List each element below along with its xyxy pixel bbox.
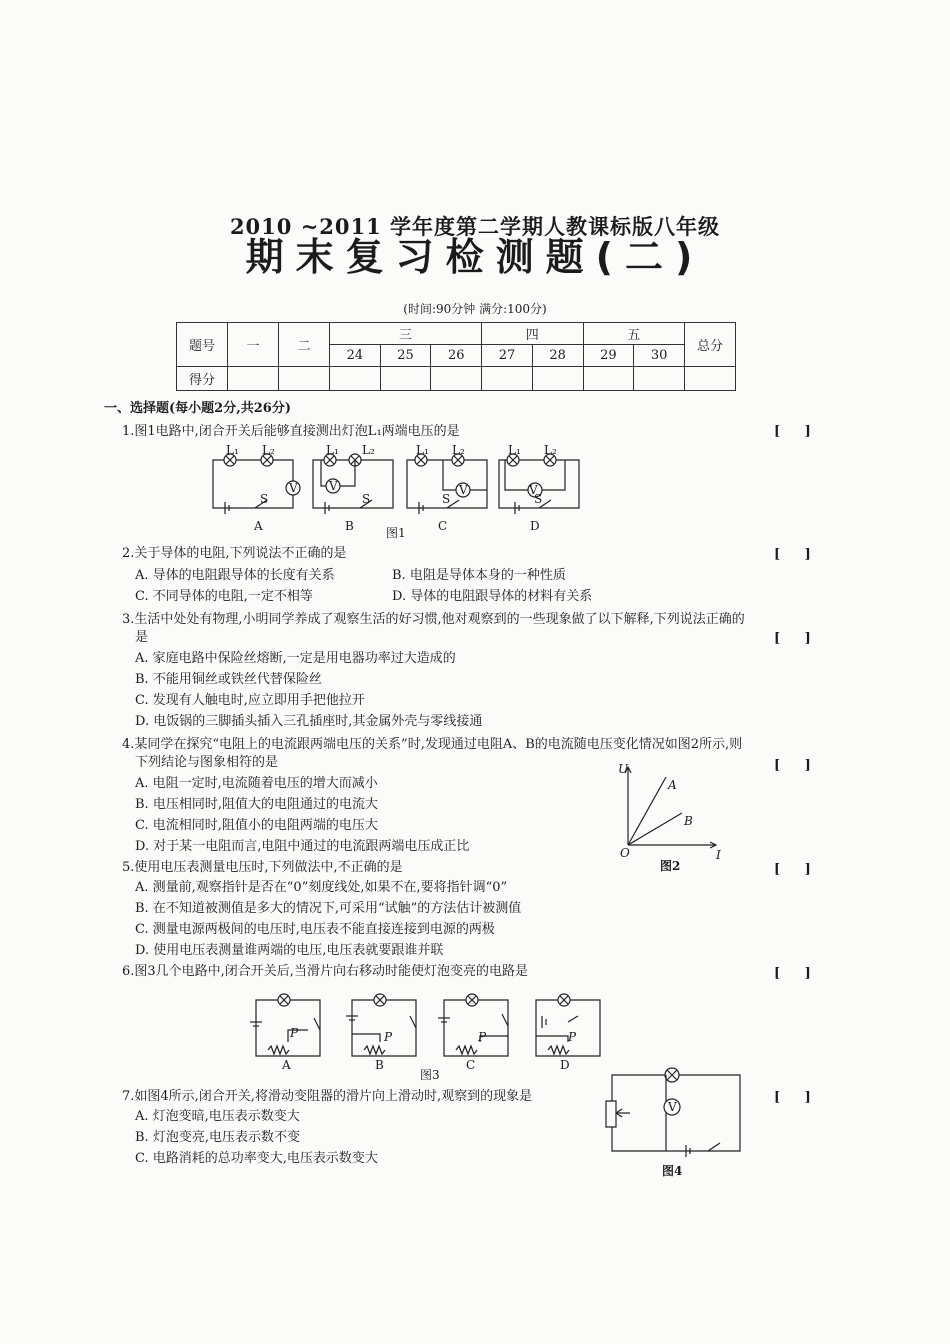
- q3-option-d[interactable]: D. 电饭锅的三脚插头插入三孔插座时,其金属外壳与零线接通: [135, 714, 483, 729]
- figure-caption: 图1: [386, 526, 406, 540]
- slider-label: P: [478, 1030, 487, 1044]
- switch-label: S: [534, 492, 543, 506]
- circuit-label-d: D: [560, 1058, 570, 1072]
- header-section-2: 二: [279, 323, 330, 367]
- circuit-label-c: C: [466, 1058, 476, 1072]
- circuit-label-a: A: [254, 519, 263, 533]
- answer-bracket[interactable]: [ ]: [774, 424, 821, 439]
- answer-bracket[interactable]: [ ]: [774, 631, 821, 646]
- switch-label: S: [260, 492, 269, 506]
- q3-option-b[interactable]: B. 不能用铜丝或铁丝代替保险丝: [135, 672, 322, 687]
- q4-stem-continued: 下列结论与图象相符的是: [135, 755, 279, 770]
- q6-circuit-c: [438, 994, 508, 1056]
- q4-option-c[interactable]: C. 电流相同时,阻值小的电阻两端的电压大: [135, 818, 378, 833]
- q7-option-a[interactable]: A. 灯泡变暗,电压表示数变大: [135, 1109, 300, 1124]
- q6-circuit-a: [250, 994, 320, 1056]
- origin-label: O: [620, 846, 630, 860]
- q2-stem: 2.关于导体的电阻,下列说法不正确的是: [122, 546, 347, 561]
- exam-time-info: (时间:90分钟 满分:100分): [403, 302, 547, 316]
- answer-bracket[interactable]: [ ]: [774, 547, 821, 562]
- circuit-label-a: A: [282, 1058, 291, 1072]
- lamp-label: L₂: [544, 443, 557, 457]
- q7-stem: 7.如图4所示,闭合开关,将滑动变阻器的滑片向上滑动时,观察到的现象是: [122, 1089, 533, 1104]
- answer-bracket[interactable]: [ ]: [774, 1090, 821, 1105]
- switch-label: S: [362, 492, 371, 506]
- q2-option-b[interactable]: B. 电阻是导体本身的一种性质: [392, 568, 566, 583]
- circuit-label-c: C: [438, 519, 448, 533]
- header-q26: 26: [431, 345, 482, 367]
- voltmeter-label: V: [529, 483, 538, 497]
- q6-circuit-d: [536, 994, 600, 1056]
- score-cell[interactable]: [532, 367, 583, 391]
- q2-option-a[interactable]: A. 导体的电阻跟导体的长度有关系: [135, 568, 335, 583]
- header-tihao: 题号: [177, 323, 228, 367]
- answer-bracket[interactable]: [ ]: [774, 758, 821, 773]
- section-heading: 一、选择题(每小题2分,共26分): [104, 401, 291, 416]
- voltmeter-label: V: [329, 479, 338, 493]
- header-q28: 28: [532, 345, 583, 367]
- q2-option-d[interactable]: D. 导体的电阻跟导体的材料有关系: [392, 589, 593, 604]
- q6-circuit-b: [346, 994, 416, 1056]
- header-q27: 27: [482, 345, 533, 367]
- score-cell[interactable]: [279, 367, 330, 391]
- slider-label: P: [384, 1030, 393, 1044]
- lamp-label: L₂: [262, 443, 275, 457]
- slider-label: P: [290, 1026, 299, 1040]
- header-section-5: 五: [583, 323, 684, 345]
- q3-option-a[interactable]: A. 家庭电路中保险丝熔断,一定是用电器功率过大造成的: [135, 651, 456, 666]
- line-a: [628, 777, 666, 845]
- q6-circuit-figure: [248, 990, 598, 1065]
- q4-option-a[interactable]: A. 电阻一定时,电流随着电压的增大而减小: [135, 776, 378, 791]
- switch-label: S: [442, 492, 451, 506]
- lamp-label: L₁: [508, 443, 521, 457]
- lamp-label: L₁: [416, 443, 429, 457]
- score-cell[interactable]: [482, 367, 533, 391]
- q4-option-d[interactable]: D. 对于某一电阻而言,电阻中通过的电流跟两端电压成正比: [135, 839, 470, 854]
- figure-caption: 图3: [420, 1068, 440, 1082]
- q5-option-a[interactable]: A. 测量前,观察指针是否在“0”刻度线处,如果不在,要将指针调“0”: [135, 880, 508, 895]
- q6-stem: 6.图3几个电路中,闭合开关后,当滑片向右移动时能使灯泡变亮的电路是: [122, 964, 528, 979]
- line-b-label: B: [684, 814, 693, 828]
- lamp-label: L₁: [226, 443, 239, 457]
- q4-option-b[interactable]: B. 电压相同时,阻值大的电阻通过的电流大: [135, 797, 378, 812]
- q5-option-c[interactable]: C. 测量电源两极间的电压时,电压表不能直接连接到电源的两极: [135, 922, 495, 937]
- axis-i-label: I: [716, 848, 721, 862]
- q5-stem: 5.使用电压表测量电压时,下列做法中,不正确的是: [122, 860, 403, 875]
- header-section-4: 四: [482, 323, 583, 345]
- score-cell[interactable]: [583, 367, 634, 391]
- circuit-label-b: B: [375, 1058, 384, 1072]
- q7-option-b[interactable]: B. 灯泡变亮,电压表示数不变: [135, 1130, 300, 1145]
- q3-stem-continued: 是: [135, 630, 149, 645]
- circuit-label-b: B: [345, 519, 354, 533]
- slider-label: P: [568, 1030, 577, 1044]
- score-cell[interactable]: [634, 367, 685, 391]
- score-cell[interactable]: [228, 367, 279, 391]
- header-q24: 24: [330, 345, 381, 367]
- header-section-1: 一: [228, 323, 279, 367]
- q7-option-c[interactable]: C. 电路消耗的总功率变大,电压表示数变大: [135, 1151, 378, 1166]
- score-cell[interactable]: [431, 367, 482, 391]
- q1-circuit-a: [213, 454, 300, 514]
- q4-stem: 4.某同学在探究“电阻上的电流跟两端电压的关系”时,发现通过电阻A、B的电流随电压变化情况如图2所示,则: [122, 737, 743, 752]
- circuit-label-d: D: [530, 519, 540, 533]
- header-total: 总分: [685, 323, 736, 367]
- line-a-label: A: [668, 778, 677, 792]
- q5-option-d[interactable]: D. 使用电压表测量谁两端的电压,电压表就要跟谁并联: [135, 943, 444, 958]
- exam-title: 期末复习检测题(二): [245, 235, 705, 279]
- axis-u-label: U: [618, 762, 629, 776]
- q1-stem: 1.图1电路中,闭合开关后能够直接测出灯泡L₁两端电压的是: [122, 424, 460, 439]
- q2-option-c[interactable]: C. 不同导体的电阻,一定不相等: [135, 589, 313, 604]
- header-defen: 得分: [177, 367, 228, 391]
- lamp-label: L₁: [326, 443, 339, 457]
- lamp-label: L₂: [362, 443, 375, 457]
- line-b: [628, 813, 682, 845]
- voltmeter-label: V: [459, 483, 468, 497]
- lamp-label: L₂: [452, 443, 465, 457]
- score-table: [176, 322, 736, 391]
- q3-option-c[interactable]: C. 发现有人触电时,应立即用手把他拉开: [135, 693, 365, 708]
- score-cell[interactable]: [330, 367, 381, 391]
- q3-stem: 3.生活中处处有物理,小明同学养成了观察生活的好习惯,他对观察到的一些现象做了以下解释,下列说法正确的: [122, 612, 745, 627]
- voltmeter-label: V: [668, 1100, 677, 1114]
- header-q30: 30: [634, 345, 685, 367]
- header-section-3: 三: [330, 323, 482, 345]
- header-q25: 25: [380, 345, 431, 367]
- answer-bracket[interactable]: [ ]: [774, 966, 821, 981]
- score-cell[interactable]: [380, 367, 431, 391]
- q5-option-b[interactable]: B. 在不知道被测值是多大的情况下,可采用“试触”的方法估计被测值: [135, 901, 522, 916]
- score-cell[interactable]: [685, 367, 736, 391]
- figure-caption: 图2: [660, 859, 681, 873]
- figure-caption: 图4: [662, 1164, 683, 1178]
- voltmeter-label: V: [289, 481, 298, 495]
- answer-bracket[interactable]: [ ]: [774, 862, 821, 877]
- header-q29: 29: [583, 345, 634, 367]
- q1-circuit-b: [313, 454, 393, 514]
- exam-subtitle: 2010 ~2011 学年度第二学期人教课标版八年级: [229, 214, 721, 239]
